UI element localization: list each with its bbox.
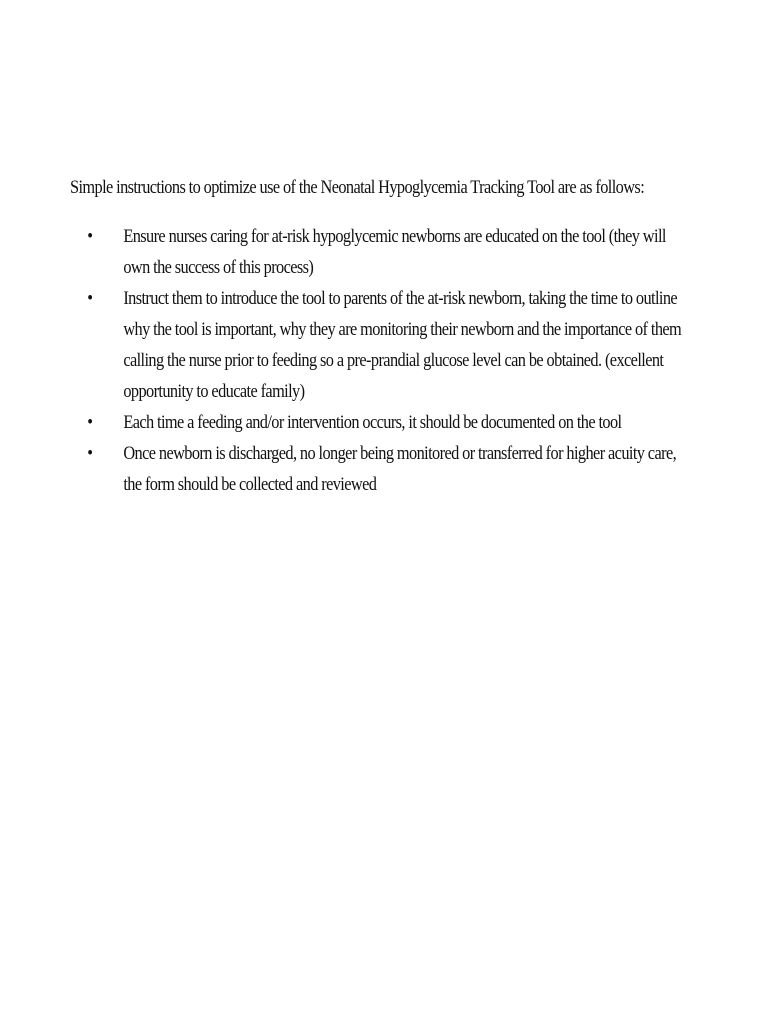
bullet-icon: • (87, 288, 93, 309)
list-item-text: Once newborn is discharged, no longer being monitored or transferred for higher acuity care, the form should be collected and reviewed (123, 443, 677, 495)
bullet-icon: • (87, 412, 93, 433)
list-item (70, 438, 695, 500)
intro-paragraph: Simple instructions to optimize use of the Neonatal Hypoglycemia Tracking Tool are as follows: (70, 177, 645, 198)
list-item (70, 283, 695, 407)
document-body (70, 172, 695, 500)
instruction-list (70, 221, 695, 500)
list-item (70, 221, 695, 283)
bullet-icon: • (87, 443, 93, 464)
bullet-icon: • (87, 226, 93, 247)
list-item-text: Instruct them to introduce the tool to parents of the at-risk newborn, taking the time to outline why the tool is important, why they are monitoring their newborn and the importance of them calling the nurse prior to feeding so a pre-prandial glucose level can be obtained. (excellent opportunity to educate family) (123, 288, 682, 402)
list-item-text: Each time a feeding and/or intervention occurs, it should be documented on the tool (123, 412, 622, 433)
list-item (70, 407, 695, 438)
list-item-text: Ensure nurses caring for at-risk hypoglycemic newborns are educated on the tool (they will own the success of this process) (123, 226, 666, 278)
